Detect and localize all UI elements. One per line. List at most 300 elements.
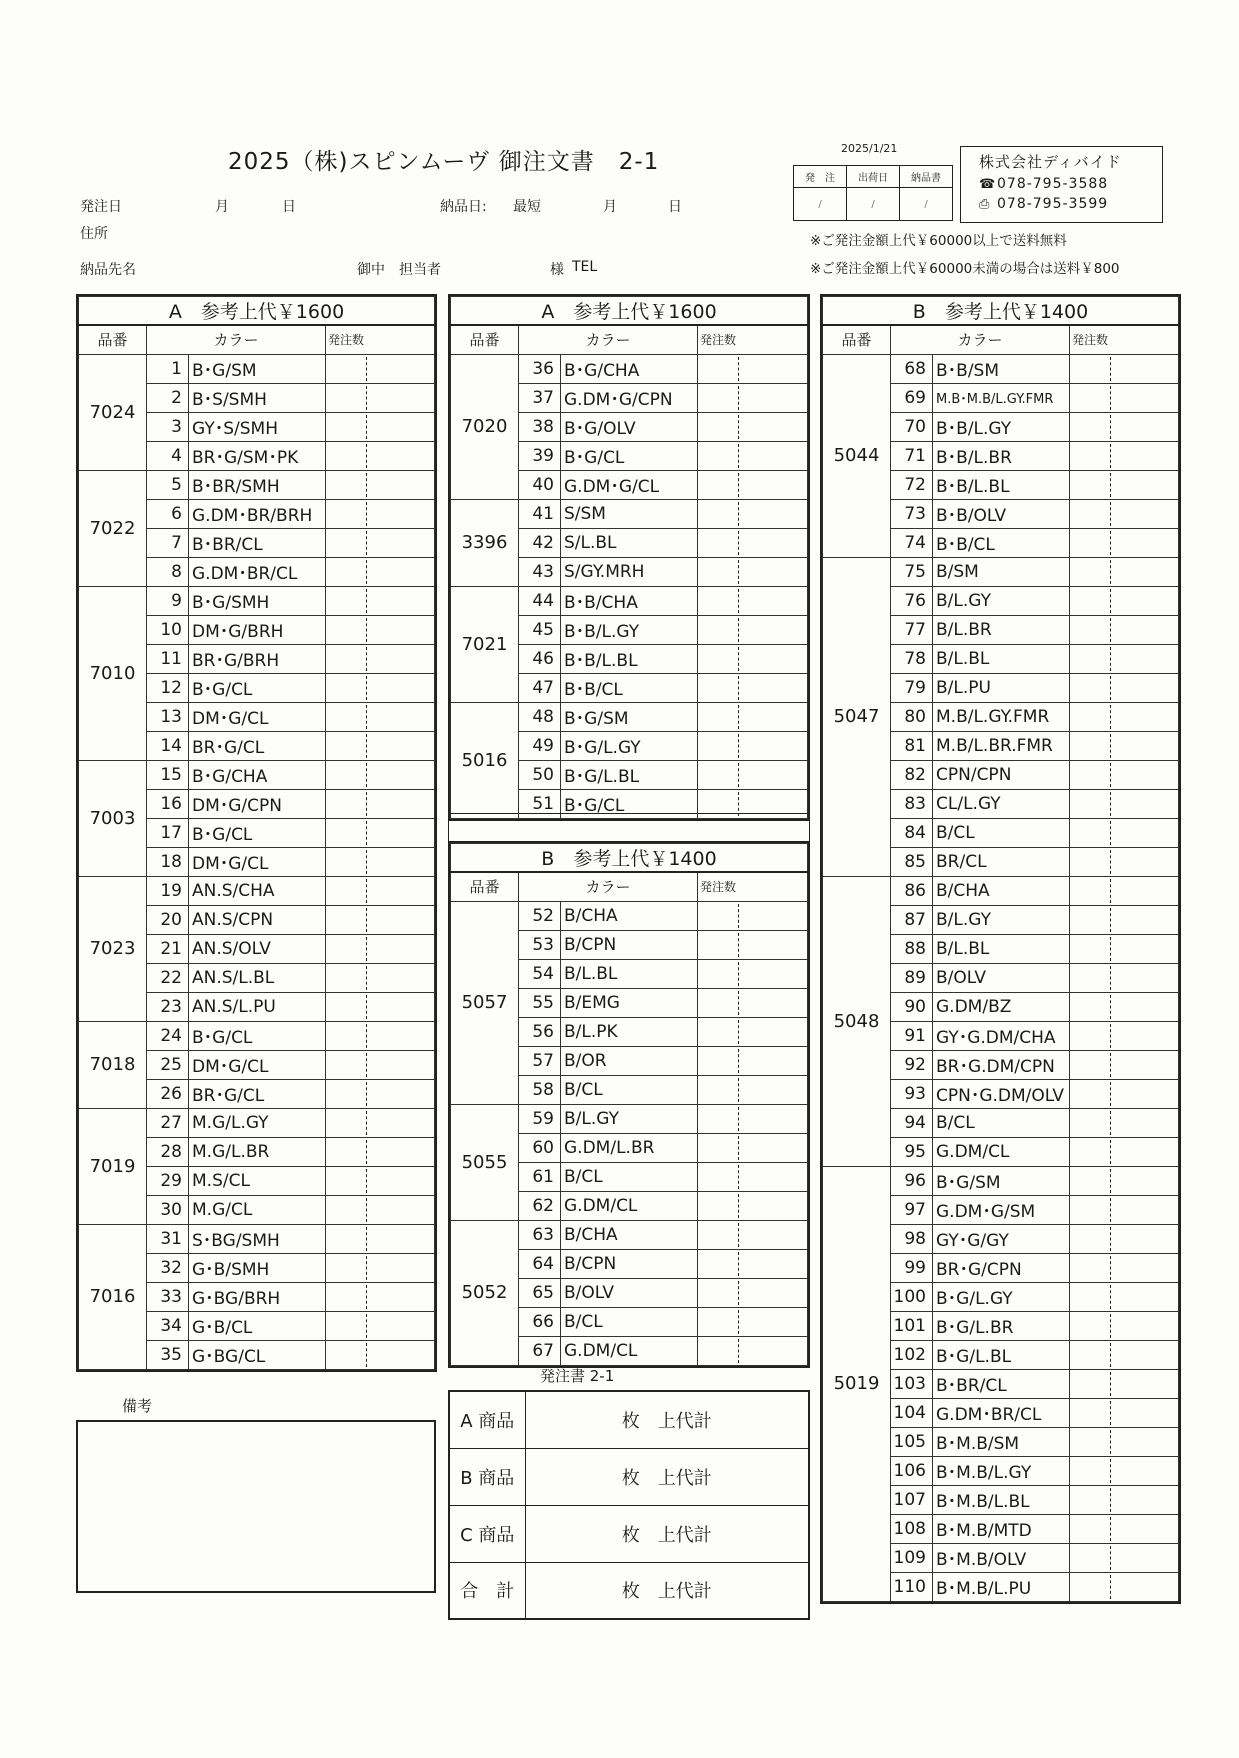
item-number: 66	[519, 1307, 561, 1336]
qty-input[interactable]	[1070, 354, 1179, 383]
qty-input[interactable]	[698, 1133, 808, 1162]
item-number: 9	[147, 586, 189, 615]
item-number: 91	[891, 1021, 933, 1050]
item-color: B/CL	[933, 1108, 1070, 1137]
item-color: B･BR/CL	[933, 1369, 1070, 1398]
qty-input[interactable]	[326, 1021, 435, 1050]
item-number: 59	[519, 1104, 561, 1133]
qty-input[interactable]	[1070, 1253, 1179, 1282]
item-number: 5	[147, 470, 189, 499]
item-number: 20	[147, 905, 189, 934]
item-number: 100	[891, 1282, 933, 1311]
qty-input[interactable]	[326, 1108, 435, 1137]
item-color: B･G/SM	[561, 702, 698, 731]
qty-input[interactable]	[326, 963, 435, 992]
qty-input[interactable]	[326, 789, 435, 818]
item-color: B/SM	[933, 557, 1070, 586]
item-color: B/CHA	[561, 1220, 698, 1249]
qty-input[interactable]	[1070, 847, 1179, 876]
qty-input[interactable]	[1070, 586, 1179, 615]
item-number: 107	[891, 1485, 933, 1514]
qty-input[interactable]	[698, 528, 808, 557]
qty-input[interactable]	[698, 383, 808, 412]
qty-input[interactable]	[326, 644, 435, 673]
qty-input[interactable]	[326, 934, 435, 963]
table-row	[79, 876, 435, 905]
item-color: B/CL	[561, 1307, 698, 1336]
company-box	[960, 146, 1163, 223]
item-color: B･G/L.GY	[933, 1282, 1070, 1311]
qty-input[interactable]	[698, 615, 808, 644]
qty-input[interactable]	[698, 1162, 808, 1191]
qty-input[interactable]	[326, 1166, 435, 1195]
qty-input[interactable]	[326, 876, 435, 905]
hinban-cell: 3396	[451, 499, 519, 586]
order-month-label: 月	[215, 199, 229, 215]
qty-input[interactable]	[326, 760, 435, 789]
qty-input[interactable]	[1070, 1427, 1179, 1456]
stamp-col-ship: 出荷日	[847, 166, 900, 188]
order-table	[450, 296, 808, 819]
item-color: DM･G/CL	[189, 1050, 326, 1079]
item-number: 24	[147, 1021, 189, 1050]
qty-input[interactable]	[1070, 1108, 1179, 1137]
item-color: G.DM･G/SM	[933, 1195, 1070, 1224]
item-number: 97	[891, 1195, 933, 1224]
page-title: 2025（株)スピンムーヴ 御注文書 2-1	[228, 149, 660, 175]
tel-label: TEL	[572, 259, 598, 275]
summary-key-total: 合 計	[449, 1562, 525, 1619]
qty-input[interactable]	[698, 412, 808, 441]
item-color: B･B/OLV	[933, 499, 1070, 528]
qty-input[interactable]	[326, 673, 435, 702]
item-color: S/L.BL	[561, 528, 698, 557]
company-fax: 078-795-3599	[997, 196, 1109, 212]
qty-input[interactable]	[326, 1137, 435, 1166]
qty-input[interactable]	[698, 702, 808, 731]
column-header-color: カラー	[519, 325, 698, 354]
qty-input[interactable]	[326, 586, 435, 615]
item-number: 34	[147, 1311, 189, 1340]
qty-input[interactable]	[1070, 1398, 1179, 1427]
item-color: B･B/SM	[933, 354, 1070, 383]
item-number: 104	[891, 1398, 933, 1427]
qty-input[interactable]	[1070, 818, 1179, 847]
item-number: 32	[147, 1253, 189, 1282]
item-color: DM･G/CL	[189, 702, 326, 731]
qty-input[interactable]	[698, 1307, 808, 1336]
item-color: GY･G/GY	[933, 1224, 1070, 1253]
qty-input[interactable]	[698, 1104, 808, 1133]
item-number: 92	[891, 1050, 933, 1079]
qty-input[interactable]	[698, 1249, 808, 1278]
item-number: 18	[147, 847, 189, 876]
item-number: 38	[519, 412, 561, 441]
item-color: G.DM･BR/CL	[189, 557, 326, 586]
summary-key-a: A 商品	[449, 1391, 525, 1448]
item-number: 56	[519, 1017, 561, 1046]
qty-input[interactable]	[326, 615, 435, 644]
qty-input[interactable]	[326, 1282, 435, 1311]
item-number: 10	[147, 615, 189, 644]
item-color: AN.S/L.BL	[189, 963, 326, 992]
qty-input[interactable]	[1070, 644, 1179, 673]
item-number: 30	[147, 1195, 189, 1224]
qty-input[interactable]	[1070, 1137, 1179, 1166]
qty-input[interactable]	[326, 557, 435, 586]
order-table	[78, 296, 435, 1370]
item-number: 8	[147, 557, 189, 586]
item-number: 4	[147, 441, 189, 470]
item-color: B･M.B/MTD	[933, 1514, 1070, 1543]
table-row	[451, 1104, 808, 1133]
qty-input[interactable]	[326, 1050, 435, 1079]
item-color: BR/CL	[933, 847, 1070, 876]
qty-input[interactable]	[1070, 1311, 1179, 1340]
item-number: 13	[147, 702, 189, 731]
qty-input[interactable]	[1070, 441, 1179, 470]
order-table-mid-a	[448, 294, 810, 821]
item-number: 25	[147, 1050, 189, 1079]
delivery-date-label: 納品日:	[440, 199, 487, 215]
qty-input[interactable]	[1070, 470, 1179, 499]
item-color: B･G/CL	[189, 1021, 326, 1050]
item-color: B･B/L.BL	[561, 644, 698, 673]
item-number: 43	[519, 557, 561, 586]
qty-input[interactable]	[1070, 760, 1179, 789]
item-color: M.G/L.BR	[189, 1137, 326, 1166]
item-color: B/L.BL	[933, 644, 1070, 673]
summary-value-c: 枚 上代計	[525, 1505, 809, 1562]
qty-input[interactable]	[698, 1191, 808, 1220]
item-color: M.B/L.BR.FMR	[933, 731, 1070, 760]
item-color: B/CL	[933, 818, 1070, 847]
item-color: BR･G.DM/CPN	[933, 1050, 1070, 1079]
item-number: 71	[891, 441, 933, 470]
item-number: 84	[891, 818, 933, 847]
item-color: B･M.B/OLV	[933, 1543, 1070, 1572]
item-number: 33	[147, 1282, 189, 1311]
remarks-box[interactable]	[76, 1420, 436, 1593]
item-color: S/GY.MRH	[561, 557, 698, 586]
item-number: 41	[519, 499, 561, 528]
stamp-value-order: /	[794, 188, 847, 221]
qty-input[interactable]	[698, 930, 808, 959]
item-color: G･B/CL	[189, 1311, 326, 1340]
qty-input[interactable]	[698, 470, 808, 499]
item-color: B･B/L.BR	[933, 441, 1070, 470]
item-number: 42	[519, 528, 561, 557]
item-color: B/L.PU	[933, 673, 1070, 702]
item-number: 68	[891, 354, 933, 383]
item-number: 90	[891, 992, 933, 1021]
table-row	[451, 586, 808, 615]
qty-input[interactable]	[698, 959, 808, 988]
item-color: B/L.BR	[933, 615, 1070, 644]
item-color: B･B/L.GY	[561, 615, 698, 644]
qty-input[interactable]	[698, 731, 808, 760]
item-number: 85	[891, 847, 933, 876]
qty-input[interactable]	[326, 441, 435, 470]
item-number: 45	[519, 615, 561, 644]
qty-input[interactable]	[1070, 1456, 1179, 1485]
qty-input[interactable]	[1070, 1485, 1179, 1514]
item-color: B･M.B/L.BL	[933, 1485, 1070, 1514]
qty-input[interactable]	[698, 1278, 808, 1307]
shipping-note-2: ※ご発注金額上代￥60000未満の場合は送料￥800	[810, 261, 1120, 277]
qty-input[interactable]	[1070, 789, 1179, 818]
mid-gap-bar	[448, 813, 810, 842]
qty-input[interactable]	[326, 731, 435, 760]
shortest-label: 最短	[513, 199, 541, 215]
qty-input[interactable]	[1070, 702, 1179, 731]
qty-input[interactable]	[1070, 1572, 1179, 1601]
item-number: 86	[891, 876, 933, 905]
qty-input[interactable]	[698, 1220, 808, 1249]
qty-input[interactable]	[1070, 499, 1179, 528]
item-color: B･M.B/L.GY	[933, 1456, 1070, 1485]
qty-input[interactable]	[1070, 1050, 1179, 1079]
item-color: B･G/CL	[561, 789, 698, 818]
item-number: 87	[891, 905, 933, 934]
item-number: 63	[519, 1220, 561, 1249]
column-header-hinban: 品番	[451, 325, 519, 354]
item-color: CPN/CPN	[933, 760, 1070, 789]
summary-value-b: 枚 上代計	[525, 1448, 809, 1505]
item-color: B/CHA	[933, 876, 1070, 905]
table-row	[451, 499, 808, 528]
qty-input[interactable]	[326, 383, 435, 412]
item-number: 105	[891, 1427, 933, 1456]
item-number: 69	[891, 383, 933, 412]
qty-input[interactable]	[698, 644, 808, 673]
item-number: 54	[519, 959, 561, 988]
item-color: B/L.BL	[933, 934, 1070, 963]
hinban-cell: 7021	[451, 586, 519, 702]
item-number: 58	[519, 1075, 561, 1104]
item-number: 101	[891, 1311, 933, 1340]
column-header-hinban: 品番	[451, 872, 519, 901]
item-color: B･G/L.BL	[933, 1340, 1070, 1369]
qty-input[interactable]	[698, 1046, 808, 1075]
qty-input[interactable]	[1070, 1282, 1179, 1311]
hinban-cell: 7022	[79, 470, 147, 586]
item-color: B/OLV	[933, 963, 1070, 992]
item-color: B･G/OLV	[561, 412, 698, 441]
qty-input[interactable]	[698, 1336, 808, 1365]
item-color: B/CPN	[561, 1249, 698, 1278]
item-number: 36	[519, 354, 561, 383]
qty-input[interactable]	[1070, 1195, 1179, 1224]
qty-input[interactable]	[1070, 1514, 1179, 1543]
item-color: B/OLV	[561, 1278, 698, 1307]
order-day-label: 日	[282, 199, 296, 215]
item-color: BR･G/CPN	[933, 1253, 1070, 1282]
item-number: 96	[891, 1166, 933, 1195]
qty-input[interactable]	[326, 992, 435, 1021]
table-row	[823, 876, 1179, 905]
qty-input[interactable]	[698, 901, 808, 930]
qty-input[interactable]	[698, 441, 808, 470]
item-number: 77	[891, 615, 933, 644]
qty-input[interactable]	[1070, 876, 1179, 905]
item-color: B･S/SMH	[189, 383, 326, 412]
qty-input[interactable]	[326, 1311, 435, 1340]
item-color: BR･G/CL	[189, 731, 326, 760]
qty-input[interactable]	[1070, 934, 1179, 963]
item-number: 72	[891, 470, 933, 499]
qty-input[interactable]	[1070, 992, 1179, 1021]
item-color: B･B/L.GY	[933, 412, 1070, 441]
table-row	[79, 586, 435, 615]
column-header-color: カラー	[891, 325, 1070, 354]
item-color: G.DM/CL	[561, 1336, 698, 1365]
item-color: B･M.B/L.PU	[933, 1572, 1070, 1601]
summary-key-c: C 商品	[449, 1505, 525, 1562]
qty-input[interactable]	[698, 760, 808, 789]
item-number: 39	[519, 441, 561, 470]
item-number: 40	[519, 470, 561, 499]
qty-input[interactable]	[326, 702, 435, 731]
item-color: BR･G/BRH	[189, 644, 326, 673]
qty-input[interactable]	[1070, 1340, 1179, 1369]
item-number: 44	[519, 586, 561, 615]
qty-input[interactable]	[1070, 528, 1179, 557]
item-color: M.B/L.GY.FMR	[933, 702, 1070, 731]
item-color: B･G/L.GY	[561, 731, 698, 760]
qty-input[interactable]	[1070, 557, 1179, 586]
item-color: B･G/L.BR	[933, 1311, 1070, 1340]
stamp-date: 2025/1/21	[841, 142, 898, 155]
qty-input[interactable]	[1070, 1543, 1179, 1572]
summary-table	[448, 1390, 810, 1620]
qty-input[interactable]	[1070, 1079, 1179, 1108]
item-color: B/CHA	[561, 901, 698, 930]
hinban-cell: 5044	[823, 354, 891, 557]
stamp-table	[793, 165, 953, 221]
item-number: 53	[519, 930, 561, 959]
item-number: 82	[891, 760, 933, 789]
hinban-cell: 7020	[451, 354, 519, 499]
item-color: GY･S/SMH	[189, 412, 326, 441]
fax-icon: ⎙	[979, 197, 991, 212]
item-color: B･G/SMH	[189, 586, 326, 615]
delivery-month-label: 月	[603, 199, 617, 215]
qty-input[interactable]	[698, 673, 808, 702]
recipient-label: 納品先名	[80, 262, 136, 278]
qty-input[interactable]	[326, 528, 435, 557]
column-header-hinban: 品番	[79, 325, 147, 354]
qty-input[interactable]	[698, 1075, 808, 1104]
qty-input[interactable]	[1070, 615, 1179, 644]
item-number: 94	[891, 1108, 933, 1137]
item-number: 46	[519, 644, 561, 673]
item-number: 48	[519, 702, 561, 731]
hinban-cell: 7016	[79, 1224, 147, 1369]
table-row	[79, 470, 435, 499]
item-number: 2	[147, 383, 189, 412]
qty-input[interactable]	[698, 1017, 808, 1046]
hinban-cell: 7018	[79, 1021, 147, 1108]
hinban-cell: 5016	[451, 702, 519, 818]
phone-icon: ☎	[979, 177, 997, 192]
item-number: 14	[147, 731, 189, 760]
qty-input[interactable]	[698, 988, 808, 1017]
qty-input[interactable]	[326, 354, 435, 383]
item-color: G.DM/CL	[933, 1137, 1070, 1166]
order-table-left-a	[76, 294, 437, 1372]
item-number: 99	[891, 1253, 933, 1282]
item-number: 3	[147, 412, 189, 441]
qty-input[interactable]	[326, 412, 435, 441]
qty-input[interactable]	[1070, 963, 1179, 992]
qty-input[interactable]	[1070, 1224, 1179, 1253]
qty-input[interactable]	[326, 499, 435, 528]
item-number: 102	[891, 1340, 933, 1369]
qty-input[interactable]	[698, 354, 808, 383]
item-number: 11	[147, 644, 189, 673]
item-color: DM･G/BRH	[189, 615, 326, 644]
item-color: G.DM･G/CPN	[561, 383, 698, 412]
item-number: 29	[147, 1166, 189, 1195]
item-number: 74	[891, 528, 933, 557]
qty-input[interactable]	[698, 499, 808, 528]
item-number: 55	[519, 988, 561, 1017]
item-color: AN.S/L.PU	[189, 992, 326, 1021]
qty-input[interactable]	[326, 1079, 435, 1108]
item-color: B/L.PK	[561, 1017, 698, 1046]
item-color: B･B/CL	[933, 528, 1070, 557]
item-color: G.DM/BZ	[933, 992, 1070, 1021]
qty-input[interactable]	[326, 1195, 435, 1224]
qty-input[interactable]	[326, 818, 435, 847]
item-number: 35	[147, 1340, 189, 1369]
item-number: 75	[891, 557, 933, 586]
qty-input[interactable]	[1070, 673, 1179, 702]
qty-input[interactable]	[1070, 905, 1179, 934]
qty-input[interactable]	[326, 1224, 435, 1253]
qty-input[interactable]	[698, 586, 808, 615]
qty-input[interactable]	[1070, 1369, 1179, 1398]
item-number: 106	[891, 1456, 933, 1485]
qty-input[interactable]	[1070, 412, 1179, 441]
shipping-note-1: ※ご発注金額上代￥60000以上で送料無料	[810, 233, 1067, 249]
item-number: 61	[519, 1162, 561, 1191]
item-color: B/L.GY	[933, 586, 1070, 615]
delivery-day-label: 日	[668, 199, 682, 215]
qty-input[interactable]	[1070, 383, 1179, 412]
qty-input[interactable]	[698, 557, 808, 586]
table-row	[823, 557, 1179, 586]
qty-input[interactable]	[1070, 731, 1179, 760]
qty-input[interactable]	[1070, 1021, 1179, 1050]
stamp-col-invoice: 納品書	[900, 166, 953, 188]
item-number: 49	[519, 731, 561, 760]
qty-input[interactable]	[326, 470, 435, 499]
item-color: M.B･M.B/L.GY.FMR	[933, 383, 1070, 412]
qty-input[interactable]	[1070, 1166, 1179, 1195]
item-number: 64	[519, 1249, 561, 1278]
table-row	[823, 354, 1179, 383]
qty-input[interactable]	[326, 1253, 435, 1282]
qty-input[interactable]	[326, 905, 435, 934]
section-title: B 参考上代￥1400	[823, 297, 1179, 326]
item-color: B･G/SM	[933, 1166, 1070, 1195]
qty-input[interactable]	[326, 1340, 435, 1369]
qty-input[interactable]	[326, 847, 435, 876]
item-number: 47	[519, 673, 561, 702]
item-color: M.G/CL	[189, 1195, 326, 1224]
